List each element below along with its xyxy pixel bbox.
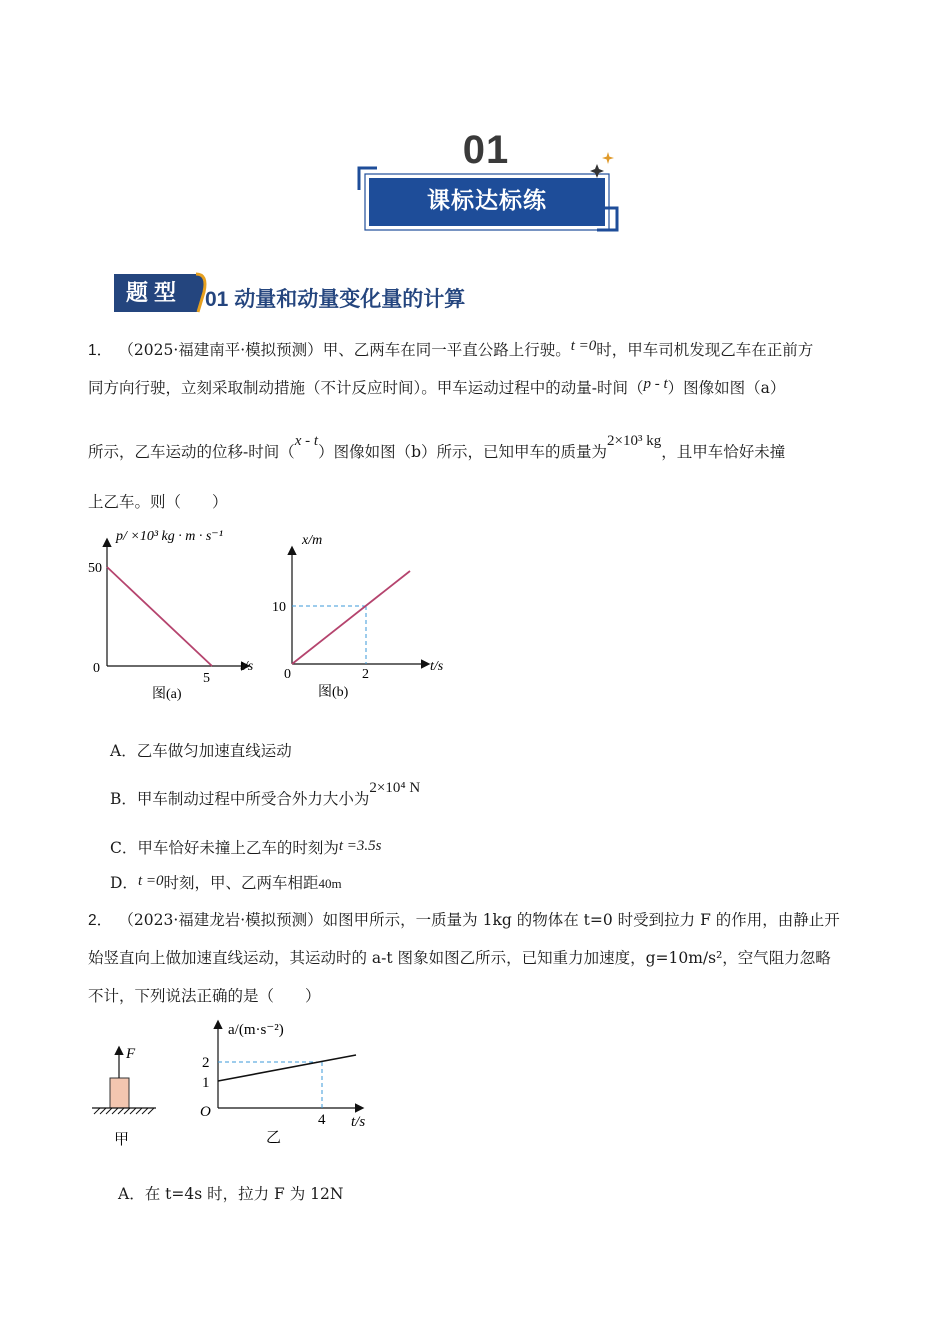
fig-b-caption: 图(b) <box>318 685 349 700</box>
figure-a <box>80 520 280 710</box>
math-force: 2×10⁴ N <box>369 780 421 796</box>
math-t0-d: t =0 <box>137 873 164 889</box>
q1-line3 <box>88 433 786 463</box>
q2-line3: 不计，下列说法正确的是（ ） <box>88 987 321 1005</box>
q1-text: ）图像如图（b）所示，已知甲车的质量为 <box>318 443 608 461</box>
q1-text: ）图像如图（a） <box>667 379 786 397</box>
q1-option-a[interactable]: A．乙车做匀加速直线运动 <box>110 742 292 760</box>
q1-line2 <box>88 378 785 399</box>
fig-b-ytick: 10 <box>272 600 286 615</box>
q1-text: 同方向行驶，立刻采取制动措施（不计反应时间）。甲车运动过程中的动量-时间（ <box>88 379 644 397</box>
math-distance: 40m <box>318 876 342 891</box>
q1-line1 <box>88 340 813 361</box>
fig-b-xlabel: t/s <box>430 659 444 674</box>
figure-b <box>270 520 460 710</box>
q2-line2: 始竖直向上做加速直线运动，其运动时的 a-t 图象如图乙所示，已知重力加速度，g=10m/s²，空气阻力忽略 <box>88 949 831 967</box>
figure-jia <box>86 1040 166 1150</box>
math-time: t =3.5s <box>338 838 382 854</box>
fig-b-origin: 0 <box>284 667 291 682</box>
fig-jia-caption: 甲 <box>114 1132 130 1148</box>
sparkle-icon <box>590 164 604 178</box>
fig-yi-origin: O <box>200 1104 211 1120</box>
fig-a-xlabel: t/s <box>240 659 254 674</box>
math-t0: t =0 <box>570 338 597 354</box>
q1-option-c[interactable] <box>110 838 382 859</box>
fig-b-line <box>292 571 410 664</box>
q2-line1 <box>88 910 840 931</box>
q1-option-d[interactable] <box>110 873 342 894</box>
q1-option-b[interactable] <box>110 780 421 810</box>
math-mass: 2×10³ kg <box>607 433 662 449</box>
fig-yi-ylabel: a/(m·s⁻²) <box>228 1022 284 1038</box>
q1-text: 甲、乙两车在同一平直公路上行驶。 <box>322 341 571 359</box>
fig-yi-ytick-2: 2 <box>202 1055 210 1071</box>
fig-a-caption: 图(a) <box>152 687 182 702</box>
q1-number: 1． <box>88 342 113 359</box>
force-label: F <box>126 1046 136 1062</box>
fig-yi-line <box>218 1055 356 1081</box>
math-xt: x - t <box>294 433 319 449</box>
fig-a-line <box>107 567 212 666</box>
fig-a-ylabel: p/ ×10³ kg · m · s⁻¹ <box>116 529 223 544</box>
math-pt: p - t <box>643 376 668 392</box>
fig-a-ytick: 50 <box>88 561 102 576</box>
q1-text: 所示，乙车运动的位移-时间（ <box>88 443 295 461</box>
q2-number: 2． <box>88 912 113 929</box>
option-b-text: B．甲车制动过程中所受合外力大小为 <box>110 790 370 808</box>
option-c-text: C．甲车恰好未撞上乙车的时刻为 <box>110 839 339 857</box>
q1-source: （2025·福建南平·模拟预测） <box>126 341 323 359</box>
section-badge: 题型 <box>125 280 182 306</box>
fig-yi-caption: 乙 <box>266 1130 282 1146</box>
block <box>110 1078 129 1108</box>
section-title: 01 动量和动量变化量的计算 <box>205 288 466 311</box>
q1-text: ，且甲车恰好未撞 <box>661 443 786 461</box>
fig-b-ylabel: x/m <box>302 533 323 548</box>
fig-yi-xtick: 4 <box>318 1112 326 1128</box>
fig-b-xtick: 2 <box>362 667 369 682</box>
star-icon <box>600 150 616 166</box>
fig-yi-ytick-1: 1 <box>202 1075 210 1091</box>
q1-line4: 上乙车。则（ ） <box>88 493 228 511</box>
figure-yi <box>196 1016 386 1156</box>
header-number: 01 <box>462 128 510 172</box>
fig-a-origin: 0 <box>93 661 100 676</box>
q1-text: 时，甲车司机发现乙车在正前方 <box>596 341 814 359</box>
fig-a-xtick: 5 <box>203 671 210 686</box>
q2-text: （2023·福建龙岩·模拟预测）如图甲所示，一质量为 1kg 的物体在 t=0 时受到拉力 F 的作用，由静止开 <box>126 911 840 929</box>
fig-yi-xlabel: t/s <box>351 1114 366 1130</box>
option-d-prefix: D． <box>110 874 138 892</box>
option-d-text: 时刻，甲、乙两车相距 <box>163 874 319 892</box>
banner-title: 课标达标练 <box>427 187 547 213</box>
q2-option-a[interactable]: A．在 t=4s 时，拉力 F 为 12N <box>118 1185 344 1203</box>
